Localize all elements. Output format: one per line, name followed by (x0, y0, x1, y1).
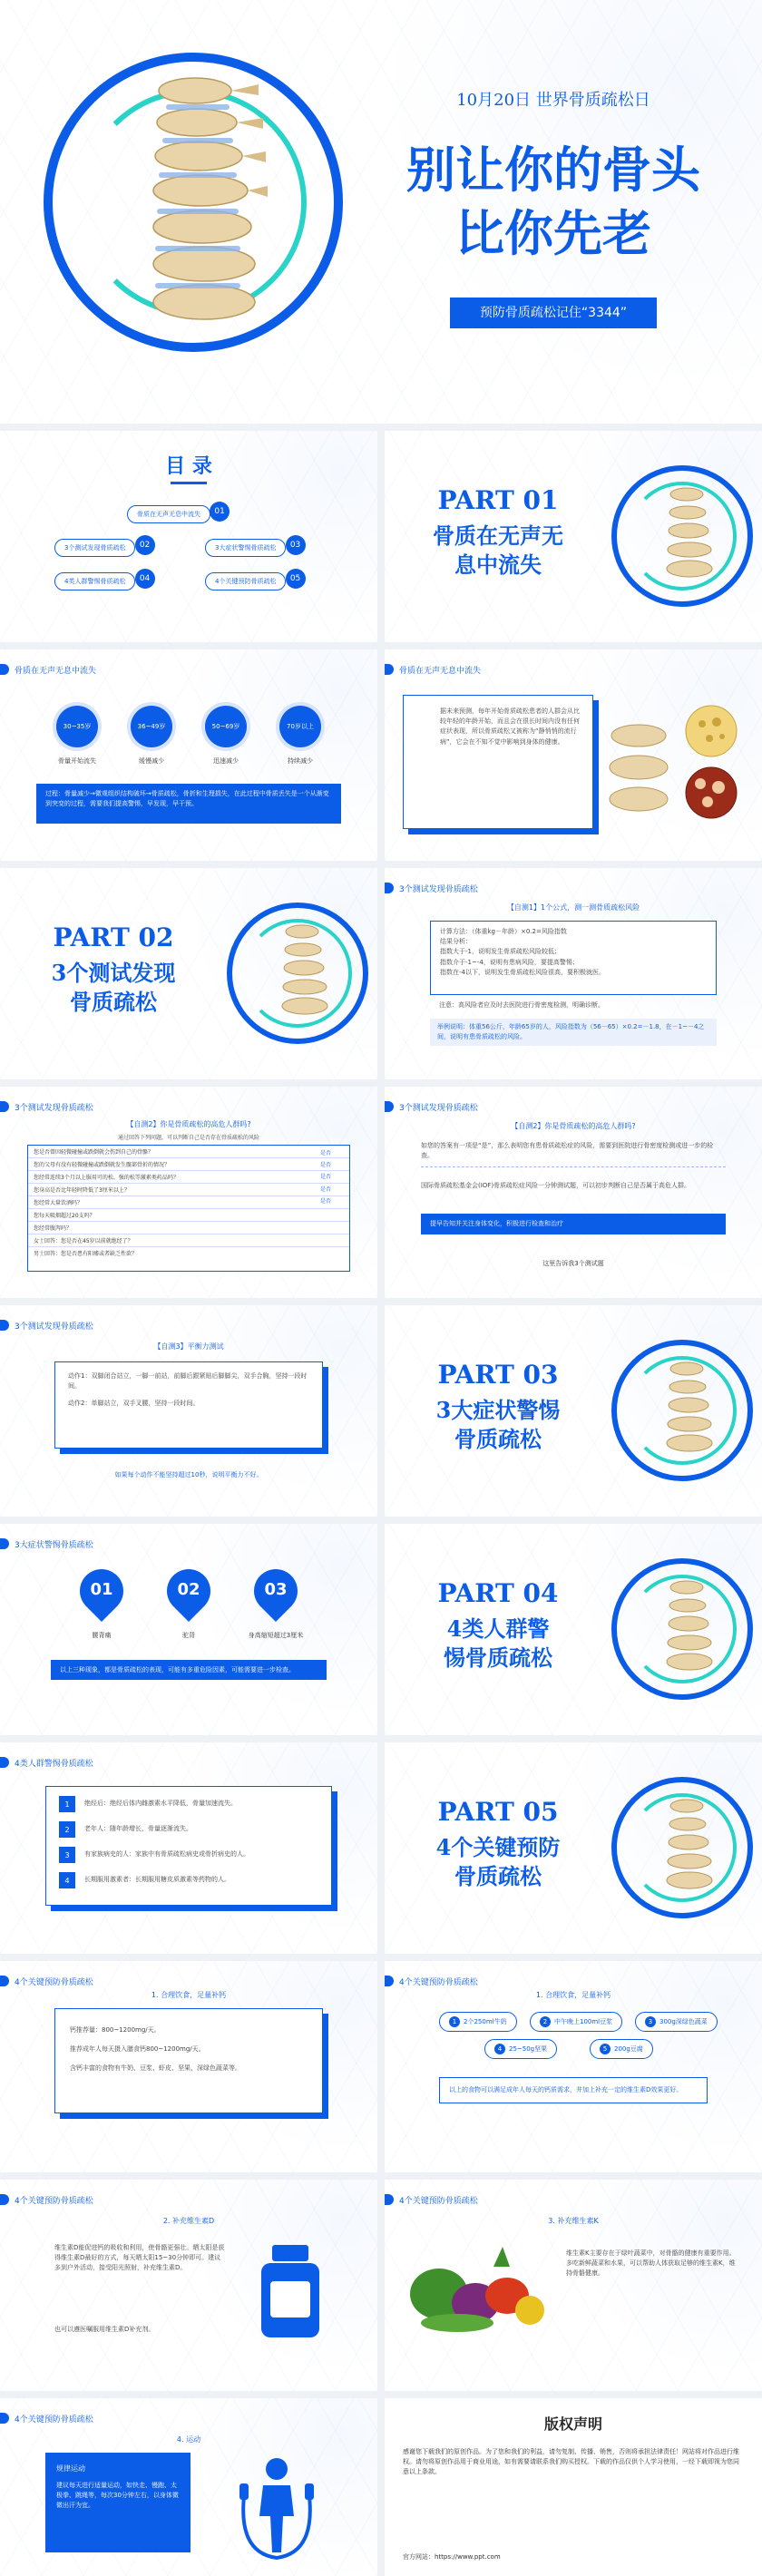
food-number: 5 (600, 2044, 611, 2054)
slide-header: 3个测试发现骨质疏松 (385, 881, 478, 895)
info-line: 推荐成年人每天摄入膳食钙800~1200mg/天。 (70, 2045, 205, 2054)
toc-item-label: 3大症状警惕骨质疏松 (205, 539, 286, 557)
pin-number: 02 (177, 1580, 200, 1599)
symptoms-slide (0, 1524, 377, 1735)
part-title-line1: 4类人群警 (446, 1615, 550, 1642)
part03-slide (385, 1305, 762, 1517)
age-label: 迅速减少 (213, 757, 239, 765)
food-item (590, 2039, 653, 2059)
note-box: 过程：骨量减少→微观组织结构破坏→骨质疏松，骨折和生理损失，在此过程中骨质丢失是一个从渐变到突变的过程，需要我们提高警惕，早发现，早干预。 (36, 784, 341, 824)
item-text: 老年人：随年龄增长，骨量逐渐流失。 (84, 1825, 192, 1833)
pin-label: 身高缩短超过3厘米 (248, 1632, 304, 1639)
answer-cell: 是否 (320, 1174, 332, 1181)
result-title: 结果分析： (440, 938, 472, 946)
item-number: 4 (59, 1872, 75, 1888)
item-number: 2 (59, 1821, 75, 1838)
note-box: 以上三种现象，都是骨质疏松的表现，可能有多重危险因素，可能需要进一步检查。 (51, 1660, 327, 1680)
toc-item-label: 3个测试发现骨质疏松 (54, 539, 135, 557)
table-title: 通过回答下列问题，可以判断自己是否存在骨质疏松的风险 (117, 1135, 259, 1141)
box-text: 建议每天进行适量运动，如快走、慢跑、太极拳、跳绳等，每次30分钟左右，以身体微微出汗为宜。 (56, 2482, 179, 2510)
question-table (27, 1145, 350, 1272)
toc-title: 目 录 (165, 455, 212, 478)
toc-item-label: 4个关键预防骨质疏松 (205, 572, 286, 590)
spine-illustration (122, 68, 268, 340)
cover-slide (0, 0, 762, 424)
section-title: 3. 补充维生素K (548, 2217, 599, 2225)
part02-slide (0, 868, 377, 1079)
section-title: 2. 补充维生素D (162, 2217, 215, 2225)
slide-header: 骨质在无声无息中流失 (0, 662, 96, 677)
slide-header: 3个测试发现骨质疏松 (385, 1099, 478, 1114)
part-title-line1: 骨质在无声无 (433, 522, 563, 549)
slide-header: 3个测试发现骨质疏松 (0, 1099, 93, 1114)
pin-number: 03 (264, 1580, 288, 1599)
answer-cell: 是否 (320, 1150, 332, 1156)
list-item (59, 1847, 318, 1863)
table-row: 您的父母有没有轻微碰撞或跌倒就发生髋部骨折的情况？ (28, 1158, 349, 1171)
note-text: 注意：高风险者应及时去医院进行骨密度检测，明确诊断。 (439, 1001, 604, 1009)
vitamin-d-slide (0, 2180, 377, 2391)
action-item: 动作2：单脚站立，双手叉腰，坚持一段时间。 (68, 1400, 200, 1408)
self-test2-notes-slide (385, 1087, 762, 1298)
list-item (59, 1872, 318, 1888)
table-row: 男士回答：您是否患有阳痿或者缺乏性欲？ (34, 1251, 138, 1257)
toc-item[interactable] (205, 535, 306, 557)
cover-date-line: 10月20日 世界骨质疏松日 (456, 91, 650, 110)
exercise-slide (0, 2398, 377, 2576)
slide-header: 3大症状警惕骨质疏松 (0, 1537, 93, 1551)
table-row: 您是否曾因轻微碰撞或跌倒就会伤到自己的骨骼？ (28, 1146, 349, 1158)
spine-icon (655, 1795, 718, 1904)
slide-header: 4个关键预防骨质疏松 (0, 2192, 93, 2207)
self-test1-slide (385, 868, 762, 1079)
slide-header: 4个关键预防骨质疏松 (0, 2411, 93, 2425)
toc-item[interactable] (127, 502, 230, 523)
info-line: 含钙丰富的食物有牛奶、豆浆、虾皮、坚果、深绿色蔬菜等。 (70, 2064, 241, 2073)
footer-text: 如果每个动作不能坚持超过10秒，说明平衡力不好。 (114, 1471, 263, 1478)
toc-item-number: 01 (210, 502, 230, 522)
highlight-box: 提早告知并关注身体变化，积极进行检查和治疗 (421, 1214, 726, 1234)
part-title-line1: 3个测试发现 (51, 960, 176, 986)
spine-icon (655, 1358, 718, 1467)
risk-groups-slide (0, 1742, 377, 1954)
paragraph: 如您的答案有一项是“是”，那么表明您有患骨质疏松症的风险，需要到医院进行骨密度检测或进一步的检查。 (421, 1141, 726, 1167)
subtitle: 【自测2】你是骨质疏松的高危人群吗? (126, 1120, 251, 1128)
part-title-line2: 惕骨质疏松 (444, 1644, 552, 1671)
toc-item[interactable] (54, 569, 155, 590)
food-item (635, 2012, 718, 2032)
result-item: 指数在-4以下，说明发生骨质疏松风险很高，要积极就医。 (440, 968, 605, 976)
list-item (59, 1821, 318, 1838)
age-circle: 36~49岁 (131, 706, 172, 747)
part-number: PART 05 (437, 1797, 559, 1827)
subtitle: 【自测3】平衡力测试 (153, 1342, 224, 1351)
answer-column (320, 1147, 342, 1207)
answer-cell: 是否 (320, 1186, 332, 1193)
age-circle: 70岁以上 (279, 706, 321, 747)
medicine-bottle-icon (254, 2241, 327, 2341)
pin-label: 腰背痛 (92, 1632, 112, 1639)
toc-item-number: 04 (135, 569, 155, 589)
food-item (484, 2039, 557, 2059)
slide-header: 4类人群警惕骨质疏松 (0, 1755, 93, 1770)
cover-subtitle: 预防骨质疏松记住“3344” (450, 298, 657, 328)
toc-item-number: 02 (135, 535, 155, 555)
list-item (59, 1796, 318, 1812)
part-number: PART 03 (437, 1360, 559, 1390)
copyright-text: 感谢您下载我们的原创作品。为了您和我们的利益，请勿复制、传播、销售，否则将承担法律责任！网站将对作品进行维权。请勿将原创作品用于商业用途，如有需要请联系我们购买授权。下载的作品仅供个人学习使用，一经下载即视为您同意以上条款。 (403, 2448, 739, 2476)
table-row: 您经常大量饮酒吗？ (28, 1196, 349, 1209)
table-row: 您身高是否比年轻时降低了3厘米以上？ (28, 1184, 349, 1196)
part-title-line1: 4个关键预防 (435, 1834, 561, 1860)
part05-slide (385, 1742, 762, 1954)
table-row: 女士回答：您是否在45岁以前就绝经了？ (28, 1234, 349, 1247)
spine-bone-illustration (602, 695, 747, 831)
answer-cell: 是否 (320, 1197, 332, 1205)
vegetables-illustration (403, 2239, 557, 2339)
bone-loss-ages-slide (0, 649, 377, 861)
text-block (403, 695, 593, 829)
food-number: 1 (449, 2016, 460, 2027)
spine-icon (655, 1576, 718, 1685)
box-title: 规律运动 (56, 2464, 85, 2473)
item-text: 绝经后：绝经后体内雌激素水平降低，骨量加速流失。 (84, 1800, 237, 1808)
food-text: 25~50g坚果 (509, 2045, 548, 2053)
item-text: 长期服用激素者：长期服用糖皮质激素等药物的人。 (84, 1876, 230, 1884)
part-title-line1: 3大症状警惕 (435, 1397, 561, 1423)
part-title-line2: 骨质疏松 (70, 989, 157, 1015)
body-text: 据未来预测，每年开始骨质疏松患者的人群会从比较年轻的年龄开始，而且会在很长时间内没有任何症状表现，所以骨质疏松又被称为“静悄悄的流行病”，它会在不知不觉中影响到身体的健康。 (440, 707, 580, 746)
part01-slide (385, 431, 762, 642)
food-number: 4 (494, 2044, 505, 2054)
example-text: 举例说明：体重56公斤，年龄65岁的人，风险指数为（56－65）×0.2=－1.8，在－1~－4之间，说明有患骨质疏松的风险。 (430, 1019, 717, 1046)
answer-cell: 是否 (320, 1162, 332, 1169)
section-title: 1. 合理饮食，足量补钙 (151, 1991, 227, 1999)
copyright-url: 官方网站：https://www.ppt.com (403, 2553, 501, 2561)
toc-item[interactable] (205, 569, 306, 590)
body-text: 维生素K主要存在于绿叶蔬菜中，对骨骼的健康有重要作用。多吃新鲜蔬菜和水果，可以帮助人体获取足够的维生素K，维持骨骼健康。 (566, 2249, 736, 2278)
age-circle: 30~35岁 (56, 706, 98, 747)
part-number: PART 01 (437, 485, 559, 515)
section-title: 4. 运动 (176, 2435, 201, 2444)
food-text: 300g深绿色蔬菜 (659, 2018, 708, 2025)
part-title-line2: 息中流失 (454, 551, 542, 578)
info-line: 钙推荐量：800~1200mg/天。 (70, 2026, 161, 2034)
age-circle: 50~69岁 (205, 706, 247, 747)
toc-item-label: 4类人群警惕骨质疏松 (54, 572, 135, 590)
cover-title-line2: 比你先老 (455, 204, 651, 262)
table-row: 您经常腹泻吗？ (28, 1222, 349, 1234)
spine-icon (270, 921, 334, 1029)
formula-text: 计算方法：（体重kg－年龄）×0.2=风险指数 (440, 928, 567, 935)
formula-box (430, 921, 717, 995)
jump-rope-icon (227, 2453, 327, 2561)
toc-item[interactable] (54, 535, 155, 557)
food-text: 200g豆腐 (614, 2045, 643, 2053)
food-item (439, 2012, 517, 2032)
result-item: 指数大于-1，说明发生骨质疏松风险较低； (440, 948, 561, 956)
item-number: 1 (59, 1796, 75, 1812)
body-text: 维生素D能促进钙的吸收和利用，使骨骼更强壮。晒太阳是获得维生素D最好的方式，每天晒太阳15~30分钟即可。建议多到户外活动，接受阳光照射，补充维生素D。 (54, 2244, 225, 2272)
action-box (54, 1361, 323, 1449)
toc-title-underline (171, 482, 207, 484)
pin-number: 01 (90, 1580, 113, 1599)
copyright-title: 版权声明 (543, 2415, 602, 2433)
food-number: 2 (540, 2016, 551, 2027)
note-box: 以上的食物可以满足成年人每天的钙质需求，并加上补充一定的维生素D效果更好。 (439, 2077, 708, 2103)
food-item (530, 2012, 622, 2032)
part04-slide (385, 1524, 762, 1735)
food-text: 2个250ml牛奶 (464, 2018, 507, 2025)
part-number: PART 02 (53, 922, 174, 952)
age-label: 持续减少 (288, 757, 313, 765)
pin-label: 驼背 (182, 1632, 195, 1639)
toc-slide (0, 431, 377, 642)
item-number: 3 (59, 1847, 75, 1863)
result-item: 指数介于-1~-4，说明有患病风险，要提高警惕； (440, 958, 579, 966)
slide-header: 骨质在无声无息中流失 (385, 662, 481, 677)
cover-title-line1: 别让你的骨头 (406, 141, 700, 199)
subtitle: 【自测2】你是骨质疏松的高危人群吗? (511, 1122, 636, 1130)
calcium-foods-slide (385, 1961, 762, 2172)
part-title-line2: 骨质疏松 (454, 1863, 542, 1889)
spine-icon (655, 483, 718, 592)
toc-item-number: 03 (286, 535, 306, 555)
age-label: 骨量开始流失 (58, 757, 96, 765)
table-row: 您每天吸烟超过20支吗？ (28, 1209, 349, 1222)
section-title: 1. 合理饮食，足量补钙 (535, 1991, 611, 1999)
toc-item-label: 骨质在无声无息中流失 (127, 505, 210, 523)
age-label: 缓慢减少 (139, 757, 164, 765)
vitamin-k-slide (385, 2180, 762, 2391)
subtitle: 【自测1】1个公式，测一测骨质疏松风险 (506, 903, 640, 912)
part-number: PART 04 (437, 1578, 559, 1608)
slide-header: 4个关键预防骨质疏松 (385, 2192, 478, 2207)
slide-header: 3个测试发现骨质疏松 (0, 1318, 93, 1332)
food-text: 中午晚上100ml豆浆 (554, 2018, 613, 2025)
slide-header: 4个关键预防骨质疏松 (0, 1974, 93, 1988)
info-box (45, 2453, 190, 2552)
list-box (45, 1786, 332, 1906)
footer-text: 这里告诉我3个测试题 (542, 1260, 604, 1267)
toc-item-number: 05 (286, 569, 306, 589)
table-row: 您经常连续3个月以上服用可的松、强的松等激素类药品吗？ (28, 1171, 349, 1184)
info-box (54, 2008, 323, 2113)
silent-disease-slide (385, 649, 762, 861)
self-test3-slide (0, 1305, 377, 1517)
paragraph: 国际骨质疏松基金会(IOF)骨质疏松症风险一分钟测试题，可以初步判断自己是否属于高危人群。 (421, 1182, 691, 1189)
action-item: 动作1：双脚闭合站立，一脚一前站，前脚后跟紧贴后脚脚尖，双手合胸，坚持一段时间。 (68, 1372, 308, 1390)
self-test2-table-slide (0, 1087, 377, 1298)
body-text-2: 也可以遵医嘱服用维生素D补充剂。 (54, 2326, 155, 2333)
calcium-slide (0, 1961, 377, 2172)
part-title-line2: 骨质疏松 (454, 1426, 542, 1452)
item-text: 有家族病史的人：家族中有骨质疏松病史或骨折病史的人。 (84, 1850, 249, 1859)
slide-header: 4个关键预防骨质疏松 (385, 1974, 478, 1988)
food-number: 3 (645, 2016, 656, 2027)
copyright-slide (385, 2398, 762, 2576)
